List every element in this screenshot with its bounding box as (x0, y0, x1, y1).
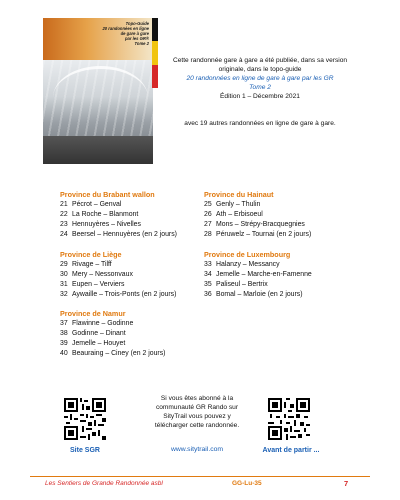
list-item: 25 Genly – Thulin (204, 201, 261, 208)
sitytrail-line: SityTrail vous pouvez y (163, 413, 231, 420)
list-item: 26 Ath – Erbisoeul (204, 211, 263, 218)
list-item: 31 Eupen – Verviers (60, 281, 125, 288)
cover-title (77, 21, 149, 46)
list-item: 27 Mons – Strépy-Bracquegnies (204, 221, 305, 228)
list-item: 35 Paliseul – Bertrix (204, 281, 268, 288)
province-title: Province du Brabant wallon (60, 190, 155, 199)
province-title: Province de Namur (60, 309, 126, 318)
sitytrail-text (142, 394, 252, 430)
qr-label-site-sgr[interactable]: Site SGR (70, 447, 100, 454)
list-item: 37 Flawinne – Godinne (60, 320, 134, 327)
province-title: Province du Hainaut (204, 190, 274, 199)
cover-title-line: de gare à gare (120, 31, 149, 36)
sitytrail-line: communauté GR Rando sur (155, 404, 239, 411)
province-title: Province de Liège (60, 250, 122, 259)
qr-label-avant-de-partir[interactable]: Avant de partir ... (262, 447, 320, 454)
sitytrail-line: télécharger cette randonnée. (154, 422, 240, 429)
guide-cover-image (43, 18, 153, 164)
qr-code-avant-de-partir[interactable] (268, 398, 310, 440)
list-item: 40 Beauraing – Ciney (en 2 jours) (60, 350, 166, 357)
list-item: 23 Hennuyères – Nivelles (60, 221, 141, 228)
list-item: 24 Beersel – Hennuyères (en 2 jours) (60, 231, 177, 238)
qr-code-site-sgr[interactable] (64, 398, 106, 440)
list-item: 33 Halanzy – Messancy (204, 261, 280, 268)
list-item: 29 Rivage – Tilff (60, 261, 112, 268)
footer-divider (30, 476, 370, 477)
walk-list (204, 260, 312, 300)
intro-line: Cette randonnée gare à gare a été publiée, dans sa version (172, 57, 348, 64)
cover-title-line: par les GR® (124, 36, 149, 41)
list-item: 32 Aywaille – Trois-Ponts (en 2 jours) (60, 291, 177, 298)
intro-line: originale, dans le topo-guide (218, 66, 302, 73)
cover-title-line: 20 randonnées en ligne (102, 26, 149, 31)
guide-title: 20 randonnées en ligne de gare à gare par les GR (186, 75, 334, 82)
list-item: 34 Jemelle – Marche-en-Famenne (204, 271, 312, 278)
walk-list (60, 319, 165, 359)
province-title: Province de Luxembourg (204, 250, 291, 259)
sitytrail-link[interactable]: www.sitytrail.com (170, 446, 224, 453)
footer-code: GG-Lu-35 (232, 480, 262, 487)
page-number: 7 (344, 479, 349, 488)
cover-arch (53, 66, 148, 129)
guide-tome: Tome 2 (249, 84, 271, 91)
cover-title-line: Tome 2 (134, 41, 149, 46)
intro-text (160, 56, 360, 128)
intro-tail: avec 19 autres randonnées en ligne de gare à gare. (184, 120, 336, 127)
list-item: 36 Bomal – Marloie (en 2 jours) (204, 291, 303, 298)
list-item: 30 Mery – Nessonvaux (60, 271, 133, 278)
edition-text: Édition 1 – Décembre 2021 (220, 93, 300, 100)
walk-list (60, 200, 177, 240)
list-item: 22 La Roche – Blanmont (60, 211, 139, 218)
list-item: 21 Pécrot – Genval (60, 201, 122, 208)
cover-platform (43, 136, 153, 164)
sitytrail-line: Si vous êtes abonné à la (160, 395, 234, 402)
list-item: 28 Péruwelz – Tournai (en 2 jours) (204, 231, 312, 238)
qr-code-icon (268, 398, 310, 440)
qr-code-icon (64, 398, 106, 440)
walk-list (60, 260, 176, 300)
footer-publisher: Les Sentiers de Grande Randonnée asbl (45, 480, 163, 487)
list-item: 39 Jemelle – Houyet (60, 340, 126, 347)
list-item: 38 Godinne – Dinant (60, 330, 126, 337)
walk-list (204, 200, 311, 240)
belgian-flag-icon (152, 18, 158, 88)
cover-title-line: Topo-Guide (125, 21, 149, 26)
